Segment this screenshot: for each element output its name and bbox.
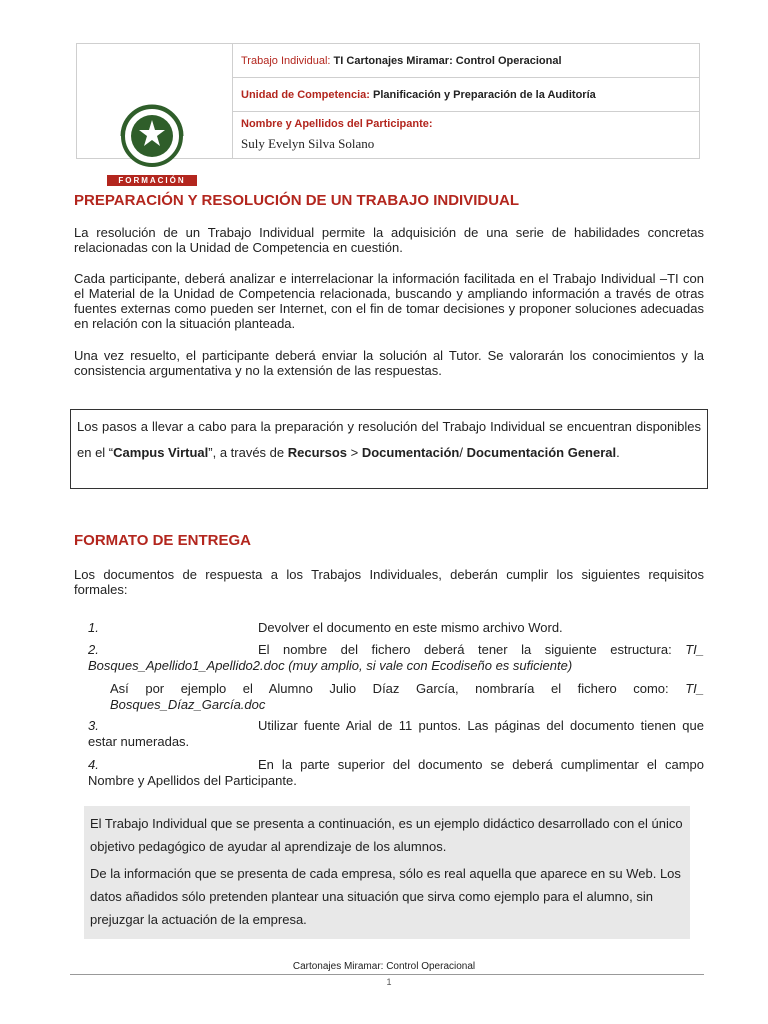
logo-band: FORMACIÓN [107,175,197,186]
list-item [88,642,704,674]
participante-label: Nombre y Apellidos del Participante: [241,118,433,130]
participante-name: Suly Evelyn Silva Solano [241,136,375,151]
formato-intro: Los documentos de respuesta a los Trabajos Individuales, deberán cumplir los siguientes requisitos formales: [74,567,704,597]
disclaimer-paragraph-1: El Trabajo Individual que se presenta a continuación, es un ejemplo didáctico desarrollado con el único objetivo pedagógico de ayudar al aprendizaje de los alumnos. [90,816,683,854]
recursos-text: Recursos [287,445,347,460]
disclaimer-box [84,806,690,939]
documentacion-general-text: Documentación General [466,445,617,460]
box-text-1: Los pasos a llevar a cabo para la preparación y resolución del Trabajo Individual se encuentran disponibles en el “ [77,419,701,460]
trabajo-value: TI Cartonajes Miramar: Control Operacional [333,54,562,67]
bureau-veritas-logo [107,102,197,186]
unidad-value: Planificación y Preparación de la Auditoría [373,88,596,101]
header-table [76,43,700,185]
box-text-5: . [616,445,620,460]
list-number: 2. [88,642,99,657]
box-text-4: / [459,445,467,460]
campus-virtual-box [70,409,708,489]
campus-virtual-text: Campus Virtual [113,445,209,460]
list-number: 1. [88,620,99,635]
paragraph-2: Cada participante, deberá analizar e interrelacionar la información facilitada en el Trabajo Individual –TI con el Material de la Unidad de Competencia relacionada, buscando y ampliando información a través de otras fuentes externas como pueden ser Internet, con el fin de tomar decisiones y proponer soluciones adecuadas en relación con la situación planteada. [74,271,704,331]
list-text-italic: TI_ Bosques_Apellido1_Apellido2.doc (muy amplio, si vale con Ecodiseño es suficiente) [88,642,704,673]
list-text: El nombre del fichero deberá tener la siguiente estructura: [258,642,686,657]
list-item-example [110,681,704,713]
section-title-preparacion: PREPARACIÓN Y RESOLUCIÓN DE UN TRABAJO INDIVIDUAL [74,192,520,209]
box-text-2: ”, a través de [208,445,288,460]
footer-divider [70,974,704,975]
list-example-text: Así por ejemplo el Alumno Julio Díaz García, nombraría el fichero como: [110,681,686,696]
paragraph-3: Una vez resuelto, el participante deberá enviar la solución al Tutor. Se valorarán los conocimientos y la consistencia argumentativa y no la extensión de las respuestas. [74,348,704,378]
list-text: En la parte superior del documento se deberá cumplimentar el campo Nombre y Apellidos del Participante. [88,757,704,788]
unidad-label: Unidad de Competencia: [241,88,370,101]
disclaimer-paragraph-2: De la información que se presenta de cada empresa, sólo es real aquella que aparece en su Web. Los datos añadidos sólo pretenden plantear una situación que sirva como ejemplo para el alumno, sin prejuzgar la actuación de la empresa. [90,866,681,927]
trabajo-label: Trabajo Individual: [241,54,331,67]
list-text: Devolver el documento en este mismo archivo Word. [258,620,563,635]
list-item [88,757,704,789]
trabajo-cell [233,44,700,78]
paragraph-1: La resolución de un Trabajo Individual permite la adquisición de una serie de habilidades concretas relacionadas con la Unidad de Competencia en cuestión. [74,225,704,255]
footer-title: Cartonajes Miramar: Control Operacional [292,961,476,972]
list-item [88,718,704,750]
list-text: Utilizar fuente Arial de 11 puntos. Las páginas del documento tienen que estar numeradas. [88,718,704,749]
documentacion-text: Documentación [361,445,460,460]
logo-cell [77,44,233,185]
participante-cell [233,112,700,159]
list-number: 3. [88,718,99,733]
unidad-cell [233,78,700,112]
section-title-formato: FORMATO DE ENTREGA [74,532,251,549]
page-number: 1 [386,977,392,987]
list-item [88,620,704,636]
list-example-italic: TI_ Bosques_Díaz_García.doc [110,681,704,712]
list-number: 4. [88,757,99,772]
box-text-3: > [347,445,362,460]
seal-icon [107,102,197,168]
